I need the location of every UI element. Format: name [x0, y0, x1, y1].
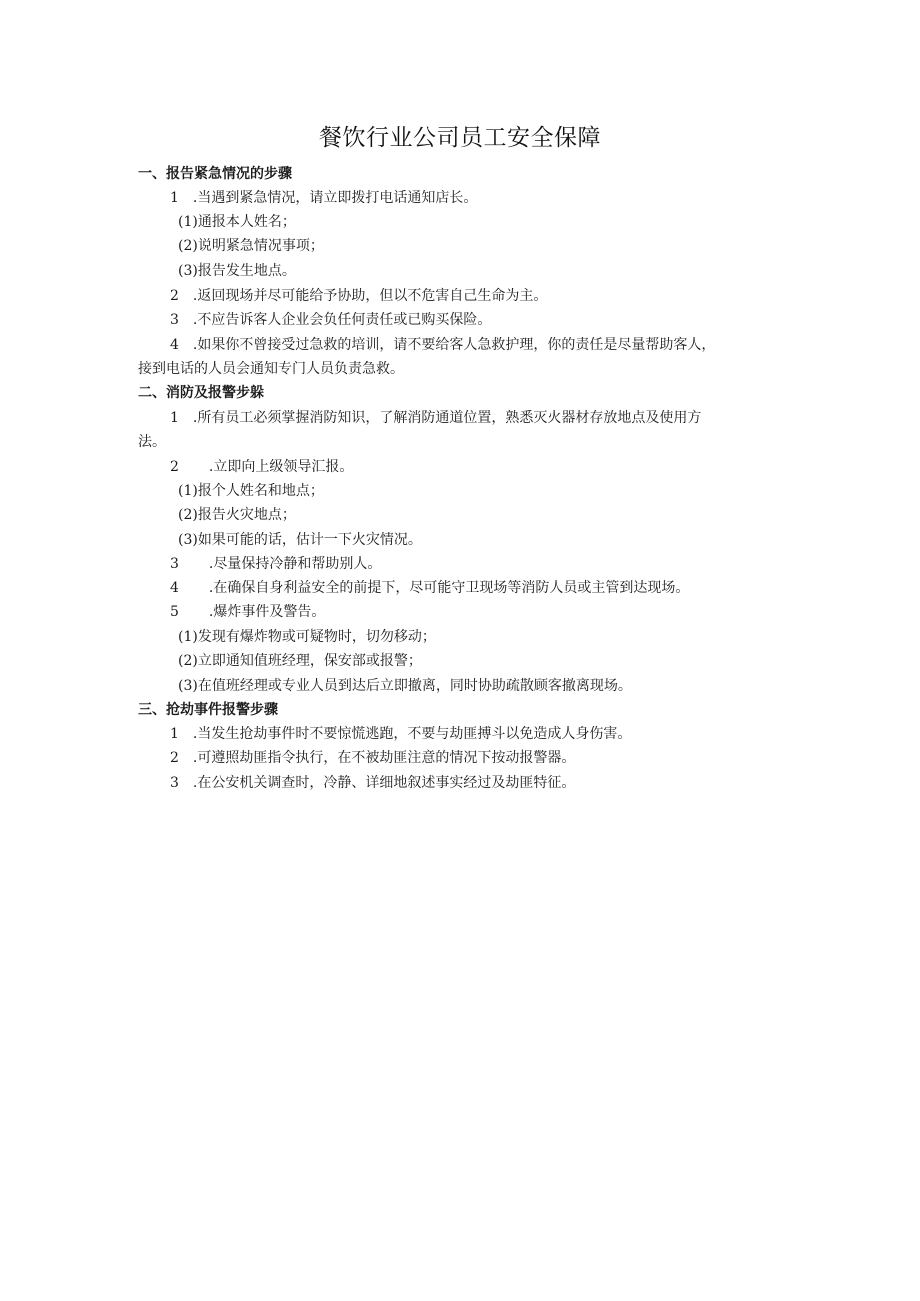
item-text: .尽量保持冷静和帮助别人。 [208, 556, 382, 572]
item-text: .爆炸事件及警告。 [208, 604, 326, 620]
section-heading-robbery: 三、抢劫事件报警步骤 [138, 702, 278, 718]
item-text: .如果你不曾接受过急救的培训，请不要给客人急救护理，你的责任是尽量帮助客人， [192, 337, 716, 353]
item-text: .返回现场并尽可能给予协助，但以不危害自己生命为主。 [192, 288, 548, 304]
sub-item: (3)如果可能的话，估计一下火灾情况。 [178, 532, 422, 548]
item-number: 3 [170, 556, 179, 572]
list-item [170, 578, 689, 598]
item-continuation: 接到电话的人员会通知专门人员负责急救。 [138, 361, 404, 377]
item-number: 5 [170, 604, 179, 620]
item-text: .当遇到紧急情况，请立即拨打电话通知店长。 [192, 190, 478, 206]
item-number: 4 [170, 337, 179, 353]
item-text: .可遵照劫匪指令执行，在不被劫匪注意的情况下按动报警器。 [192, 750, 576, 766]
sub-item: (2)报告火灾地点； [178, 507, 296, 523]
item-number: 1 [170, 190, 179, 206]
list-item [170, 335, 715, 355]
item-text: .立即向上级领导汇报。 [208, 459, 354, 475]
sub-item: (3)在值班经理或专业人员到达后立即撤离，同时协助疏散顾客撤离现场。 [178, 678, 632, 694]
item-number: 2 [170, 459, 179, 475]
sub-item: (1)通报本人姓名； [178, 214, 296, 230]
list-item [170, 408, 701, 428]
list-item [170, 457, 353, 477]
item-text: .当发生抢劫事件时不要惊慌逃跑，不要与劫匪搏斗以免造成人身伤害。 [192, 726, 632, 742]
item-number: 1 [170, 410, 179, 426]
list-item [170, 286, 547, 306]
sub-item: (3)报告发生地点。 [178, 263, 296, 279]
item-number: 3 [170, 775, 179, 791]
item-text: .不应告诉客人企业会负任何责任或已购买保险。 [192, 312, 492, 328]
list-item [170, 188, 477, 208]
document-title: 餐饮行业公司员工安全保障 [319, 125, 601, 151]
item-text: .所有员工必须掌握消防知识，了解消防通道位置，熟悉灭火器材存放地点及使用方 [192, 410, 702, 426]
list-item [170, 554, 381, 574]
item-number: 4 [170, 580, 179, 596]
sub-item: (1)发现有爆炸物或可疑物时，切勿移动； [178, 629, 436, 645]
list-item [170, 602, 325, 622]
item-text: .在公安机关调查时，冷静、详细地叙述事实经过及劫匪特征。 [192, 775, 576, 791]
list-item [170, 724, 631, 744]
sub-item: (2)立即通知值班经理，保安部或报警； [178, 653, 422, 669]
item-number: 3 [170, 312, 179, 328]
item-number: 2 [170, 288, 179, 304]
section-heading-emergency: 一、报告紧急情况的步骤 [138, 166, 292, 182]
sub-item: (1)报个人姓名和地点； [178, 483, 324, 499]
sub-item: (2)说明紧急情况事项； [178, 238, 324, 254]
item-text: .在确保自身利益安全的前提下，尽可能守卫现场等消防人员或主管到达现场。 [208, 580, 690, 596]
item-number: 2 [170, 750, 179, 766]
list-item [170, 773, 575, 793]
item-continuation: 法。 [138, 434, 166, 450]
section-heading-fire: 二、消防及报警步躲 [138, 385, 264, 401]
list-item [170, 748, 575, 768]
list-item [170, 310, 491, 330]
item-number: 1 [170, 726, 179, 742]
